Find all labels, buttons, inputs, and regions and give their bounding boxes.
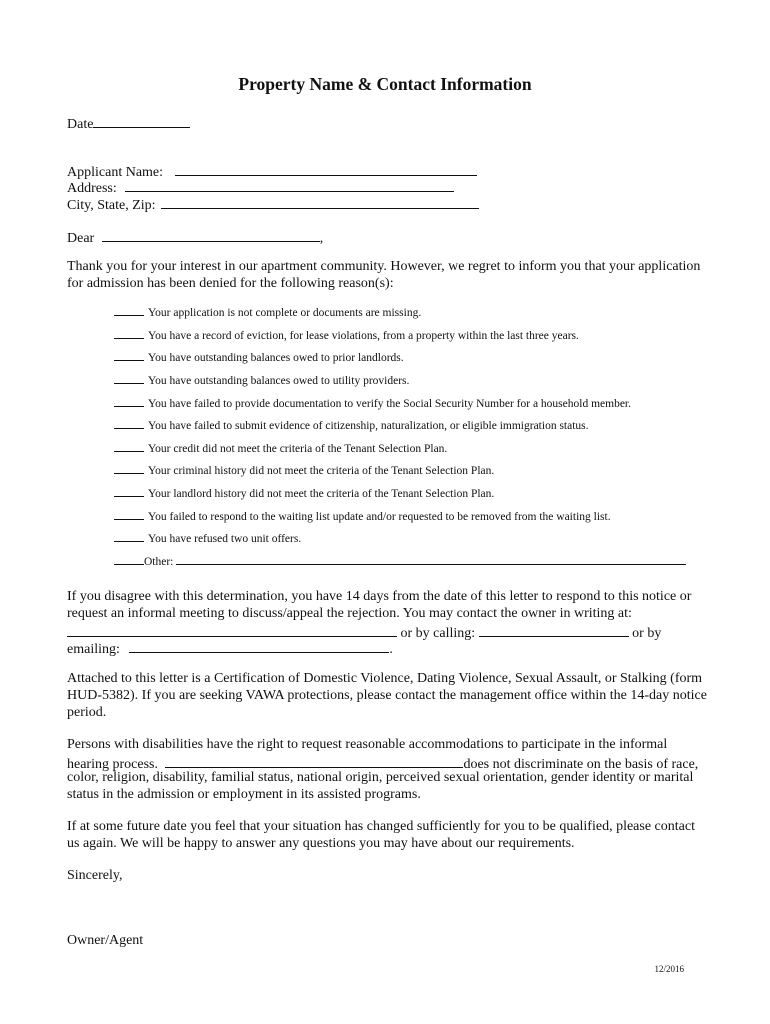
dear-label: Dear [67, 231, 95, 246]
or-calling-label: or by calling: [400, 626, 476, 641]
reason-checkbox[interactable] [114, 553, 144, 565]
reason-checkbox[interactable] [114, 530, 144, 542]
dear-field[interactable] [102, 227, 320, 242]
other-field[interactable] [176, 553, 686, 565]
applicant-name-label: Applicant Name: [67, 165, 164, 180]
property-name-field[interactable] [165, 753, 463, 768]
reason-item [114, 508, 611, 523]
date-field[interactable] [93, 113, 190, 128]
not-discriminate-text: does not discriminate on the basis of race, [463, 757, 699, 772]
reason-item [114, 395, 631, 410]
reason-item [114, 485, 494, 500]
address-field[interactable] [125, 177, 454, 192]
other-label: Other: [144, 556, 174, 568]
future-paragraph: If at some future date you feel that your situation has changed sufficiently for you to be qualified, please contact us again. We will be happy to answer any questions you may have about our requirements. [67, 819, 695, 851]
owner-address-field[interactable] [67, 622, 397, 637]
reason-text: You have a record of eviction, for lease violations, from a property within the last three years. [148, 330, 579, 342]
reason-checkbox[interactable] [114, 508, 144, 520]
disabilities-rest: color, religion, disability, familial status, national origin, perceived sexual orientation, gender identity or marital status in the admission or employment in its assisted programs. [67, 770, 694, 802]
reason-item [114, 440, 447, 455]
reason-checkbox[interactable] [114, 462, 144, 474]
hearing-label: hearing process. [67, 757, 158, 772]
dear-comma: , [319, 231, 324, 246]
or-by-label: or by [632, 626, 662, 641]
reason-checkbox[interactable] [114, 304, 144, 316]
reason-checkbox[interactable] [114, 440, 144, 452]
city-row [67, 194, 479, 214]
reason-item [114, 530, 301, 545]
reason-other [114, 553, 686, 568]
emailing-label: emailing: [67, 642, 120, 657]
date-label: Date [67, 117, 94, 132]
reason-text: Your landlord history did not meet the criteria of the Tenant Selection Plan. [148, 488, 495, 500]
reason-text: Your credit did not meet the criteria of the Tenant Selection Plan. [148, 443, 448, 455]
reason-checkbox[interactable] [114, 485, 144, 497]
reason-checkbox[interactable] [114, 395, 144, 407]
reason-text: You have refused two unit offers. [148, 533, 302, 545]
email-row [67, 638, 393, 658]
reason-item [114, 462, 494, 477]
reason-text: You failed to respond to the waiting list update and/or requested to be removed from the waiting list. [148, 511, 611, 523]
closing: Sincerely, [67, 868, 123, 883]
applicant-name-field[interactable] [175, 161, 477, 176]
signature-label: Owner/Agent [67, 933, 144, 948]
disabilities-line-1: Persons with disabilities have the right to request reasonable accommodations to participate in the informal [67, 737, 668, 752]
email-field[interactable] [129, 638, 389, 653]
reason-checkbox[interactable] [114, 372, 144, 384]
disagree-line-2: request an informal meeting to discuss/appeal the rejection. You may contact the owner in writing at: [67, 606, 632, 621]
reason-checkbox[interactable] [114, 349, 144, 361]
reason-text: You have outstanding balances owed to prior landlords. [148, 352, 404, 364]
reason-text: You have failed to provide documentation to verify the Social Security Number for a household member. [148, 398, 631, 410]
intro-paragraph: Thank you for your interest in our apartment community. However, we regret to inform you that your application for admission has been denied for the following reason(s): [67, 259, 701, 291]
reason-text: Your application is not complete or documents are missing. [148, 307, 422, 319]
reason-item [114, 372, 409, 387]
reason-text: Your criminal history did not meet the criteria of the Tenant Selection Plan. [148, 465, 495, 477]
reason-item [114, 417, 589, 432]
email-period: . [389, 642, 393, 657]
disagree-line-1: If you disagree with this determination, you have 14 days from the date of this letter to respond to this notice or [67, 589, 692, 604]
form-revision-code: 12/2016 [654, 964, 684, 974]
city-field[interactable] [161, 194, 479, 209]
reason-text: You have outstanding balances owed to utility providers. [148, 375, 410, 387]
reason-item [114, 349, 404, 364]
reason-checkbox[interactable] [114, 417, 144, 429]
reason-item [114, 304, 421, 319]
page-title: Property Name & Contact Information [238, 74, 532, 94]
reason-checkbox[interactable] [114, 327, 144, 339]
salutation-row [67, 227, 323, 247]
city-label: City, State, Zip: [67, 198, 156, 213]
vawa-paragraph: Attached to this letter is a Certification of Domestic Violence, Dating Violence, Sexual Assault, or Stalking (form HUD-5382). If you are seeking VAWA protections, please contact the management office within the 14-day notice period. [67, 671, 707, 720]
phone-field[interactable] [479, 622, 629, 637]
address-label: Address: [67, 181, 117, 196]
date-row [67, 113, 190, 133]
reason-item [114, 327, 579, 342]
reason-text: You have failed to submit evidence of citizenship, naturalization, or eligible immigration status. [148, 420, 589, 432]
